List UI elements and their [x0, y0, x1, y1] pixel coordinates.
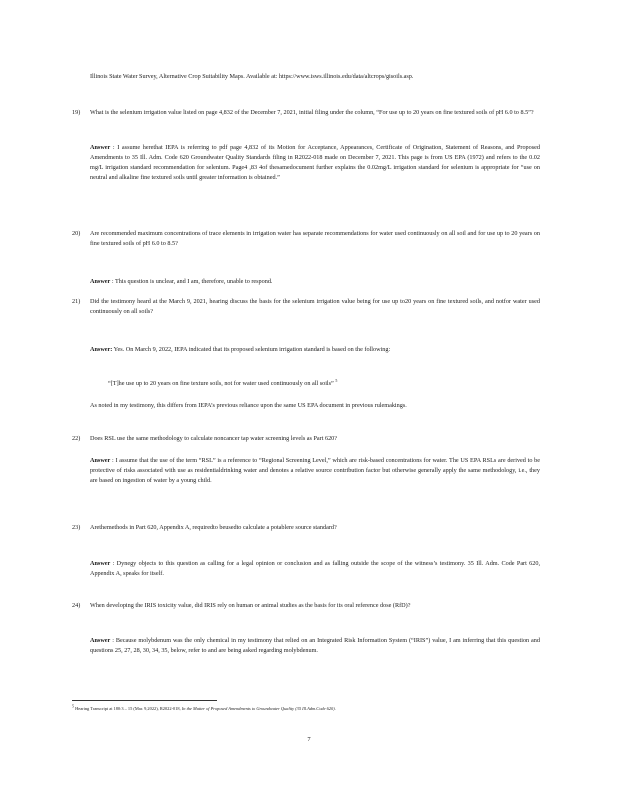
question-text: Does RSL use the same methodology to calculate noncancer tap water screening levels as Part 620?	[90, 435, 338, 442]
question-24	[72, 601, 540, 611]
answer-text: : Because molybdenum was the only chemical in my testimony that relied on an Integrated Risk Information System (“IRIS”) value, I am inferring that this question and questions 25, 27, 28, 30, 34, 35, below, refer to and are being asked regarding molybdenum.	[90, 637, 540, 654]
answer-text: : This question is unclear, and I am, therefore, unable to respond.	[111, 278, 273, 285]
question-text: When developing the IRIS toxicity value, did IRIS rely on human or animal studies as the basis for its oral reference dose (RfD)?	[90, 602, 411, 609]
question-20	[72, 229, 540, 249]
question-text: What is the selenium irrigation value listed on page 4,832 of the December 7, 2021, initial filing under the column, “For use up to 20 years on fine textured soils of pH 6.0 to 8.5”?	[90, 109, 534, 116]
answer-label: Answer	[90, 637, 111, 644]
page-number: 7	[307, 736, 311, 743]
question-19	[72, 108, 540, 118]
answer-label: Answer	[90, 457, 111, 464]
answer-22	[90, 456, 540, 486]
question-text: Are recommended maximum concentrations of trace elements in irrigation water has separate recommendations for water used continuously on all soil and for use up to 20 years on fine textured soils of pH 6.0 to 8.5?	[90, 230, 540, 247]
question-number: 23)	[72, 524, 81, 531]
answer-label: Answer	[90, 144, 111, 151]
answer-text: : I assume that the use of the term “RSL” is a reference to “Regional Screening Level,” which are risk-based concentrations for water. The US EPA RSLs are derived to be protective of risks associated with use as residentialdrinking water and denotes a relative source contribution factor but otherwise generally apply the same methodology, i.e., they are based on ingestion of water by a young child.	[90, 457, 541, 484]
answer-text: : I assume herethat IEPA is referring to pdf page 4,832 of its Motion for Acceptance, Appearances, Certificate of Origination, Statement of Reasons, and Proposed Amendments to 35 Ill. Adm. Code 620 Groundwater Quality Standards filing in R2022-018 made on December 7, 2021. This page is from US EPA (1972) and refers to the 0.02 mg/L irrigation standard recommendation for selenium. Page4 ,83 4of thesamedocument further explains the 0.02mg/L irrigation standard for selenium is appropriate for “use on neutral and alkaline fine textured soils until greater information is obtained.”	[90, 144, 540, 181]
question-21	[72, 297, 540, 317]
answer-20	[90, 277, 540, 287]
answer-24	[90, 636, 540, 656]
question-number: 21)	[72, 298, 81, 305]
answer-23	[90, 559, 540, 579]
answer-text: : Dynegy objects to this question as calling for a legal opinion or conclusion and as falling outside the scope of the witness’s testimony. 35 Ill. Adm. Code Part 620, Appendix A, speaks for itself.	[90, 560, 540, 577]
answer-text: Yes. On March 9, 2022, IEPA indicated that its proposed selenium irrigation standard is based on the following:	[113, 346, 391, 353]
quote-text: “[T]he use up to 20 years on fine texture soils, not for water used continuously on all soils”	[108, 380, 334, 387]
question-number: 22)	[72, 435, 81, 442]
answer-21	[90, 345, 540, 355]
block-quote	[108, 379, 528, 389]
question-text: Arethemethods in Part 620, Appendix A, requiredto beusedto calculate a potablere source standard?	[90, 524, 337, 531]
question-23	[72, 523, 540, 533]
footnote-ref: 5	[335, 377, 338, 383]
footnote-separator	[72, 700, 217, 701]
citation-continuation: Illinois State Water Survey, Alternative Crop Suitability Maps. Available at: https://www.isws.illinois.edu/data/altcrops/gisoils.asp.	[90, 73, 414, 80]
question-number: 19)	[72, 109, 81, 116]
answer-label: Answer:	[90, 346, 113, 353]
question-22	[72, 434, 540, 444]
answer-label: Answer	[90, 560, 111, 567]
question-number: 24)	[72, 602, 81, 609]
footnote	[72, 705, 540, 713]
footnote-case-title: In the Matter of Proposed Amendments to Groundwater Quality (35 Ill.Adm.Code 620).	[181, 706, 336, 711]
question-number: 20)	[72, 230, 81, 237]
answer-21-continued: As noted in my testimony, this differs from IEPA’s previous reliance upon the same US EPA document in previous rulemakings.	[90, 402, 407, 409]
footnote-text: Hearing Transcript at 180:3 – 15 (Mar. 9,2022), R2022-018,	[75, 706, 181, 711]
question-text: Did the testimony heard at the March 9, 2021, hearing discuss the basis for the selenium irrigation value being for use up to20 years on fine textured soils, and notfor water used continuously on all soils?	[90, 298, 540, 315]
answer-label: Answer	[90, 278, 111, 285]
footnote-marker: 5	[72, 703, 74, 709]
answer-19	[90, 143, 540, 183]
